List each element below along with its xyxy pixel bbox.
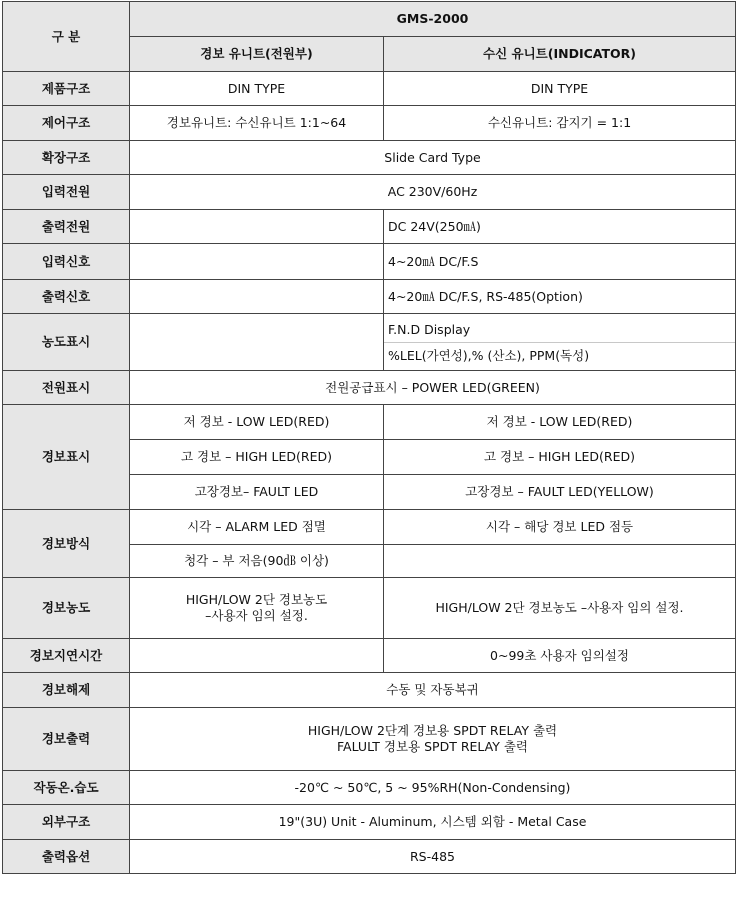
row-product-structure bbox=[3, 72, 736, 106]
merged-cell: 전원공급표시 – POWER LED(GREEN) bbox=[130, 371, 736, 405]
row-concentration-display bbox=[3, 314, 736, 371]
row-input-signal bbox=[3, 244, 736, 280]
row-label: 제품구조 bbox=[3, 72, 130, 106]
alarm-cell: 고장경보– FAULT LED bbox=[130, 475, 384, 510]
receiver-cell bbox=[384, 545, 736, 578]
category-header: 구 분 bbox=[3, 2, 130, 72]
row-label: 경보지연시간 bbox=[3, 639, 130, 673]
alarm-cell: 시각 – ALARM LED 점멸 bbox=[130, 510, 384, 545]
row-label: 출력전원 bbox=[3, 210, 130, 244]
receiver-unit-header: 수신 유니트(INDICATOR) bbox=[384, 37, 736, 72]
row-alarm-display-low bbox=[3, 405, 736, 440]
receiver-cell: 고 경보 – HIGH LED(RED) bbox=[384, 440, 736, 475]
row-output-power bbox=[3, 210, 736, 244]
alarm-output-line-1: HIGH/LOW 2단계 경보용 SPDT RELAY 출력 bbox=[307, 723, 558, 739]
receiver-cell: 저 경보 - LOW LED(RED) bbox=[384, 405, 736, 440]
row-output-signal bbox=[3, 280, 736, 314]
row-control-structure bbox=[3, 106, 736, 141]
receiver-cell: 4~20㎃ DC/F.S, RS-485(Option) bbox=[384, 280, 736, 314]
alarm-output-line-2: FALULT 경보용 SPDT RELAY 출력 bbox=[336, 739, 528, 754]
alarm-cell bbox=[130, 314, 384, 371]
merged-cell: Slide Card Type bbox=[130, 141, 736, 175]
row-alarm-delay bbox=[3, 639, 736, 673]
receiver-cell: DIN TYPE bbox=[384, 72, 736, 106]
row-label: 경보출력 bbox=[3, 708, 130, 771]
row-alarm-method-visual bbox=[3, 510, 736, 545]
row-alarm-concentration bbox=[3, 578, 736, 639]
row-output-option bbox=[3, 840, 736, 874]
row-operating-conditions bbox=[3, 771, 736, 805]
alarm-cell bbox=[130, 280, 384, 314]
alarm-cell: 저 경보 - LOW LED(RED) bbox=[130, 405, 384, 440]
row-alarm-output bbox=[3, 708, 736, 771]
row-input-power bbox=[3, 175, 736, 210]
row-external-structure bbox=[3, 805, 736, 840]
alarm-cell bbox=[130, 639, 384, 673]
alarm-cell bbox=[130, 210, 384, 244]
alarm-unit-header: 경보 유니트(전원부) bbox=[130, 37, 384, 72]
row-power-display bbox=[3, 371, 736, 405]
merged-cell: -20℃ ~ 50℃, 5 ~ 95%RH(Non-Condensing) bbox=[130, 771, 736, 805]
row-label: 출력신호 bbox=[3, 280, 130, 314]
row-label: 전원표시 bbox=[3, 371, 130, 405]
concentration-line-1: F.N.D Display bbox=[388, 321, 471, 337]
row-label: 확장구조 bbox=[3, 141, 130, 175]
concentration-line-2: %LEL(가연성),% (산소), PPM(독성) bbox=[384, 342, 735, 368]
receiver-cell: 시각 – 해당 경보 LED 점등 bbox=[384, 510, 736, 545]
receiver-cell: 4~20㎃ DC/F.S bbox=[384, 244, 736, 280]
receiver-cell: HIGH/LOW 2단 경보농도 –사용자 임의 설정. bbox=[384, 578, 736, 639]
row-label: 경보방식 bbox=[3, 510, 130, 578]
merged-cell: 수동 및 자동복귀 bbox=[130, 673, 736, 708]
row-label: 입력신호 bbox=[3, 244, 130, 280]
receiver-cell: 수신유니트: 감지기 = 1:1 bbox=[384, 106, 736, 141]
row-label: 작동온.습도 bbox=[3, 771, 130, 805]
alarm-cell bbox=[130, 578, 384, 639]
merged-cell bbox=[130, 708, 736, 771]
spec-table bbox=[2, 1, 736, 874]
row-label: 경보농도 bbox=[3, 578, 130, 639]
row-label: 경보해제 bbox=[3, 673, 130, 708]
alarm-cell: 고 경보 – HIGH LED(RED) bbox=[130, 440, 384, 475]
model-header: GMS-2000 bbox=[130, 2, 736, 37]
alarm-cell: DIN TYPE bbox=[130, 72, 384, 106]
alarm-concentration-line-2: –사용자 임의 설정. bbox=[205, 608, 308, 623]
alarm-cell: 경보유니트: 수신유니트 1:1~64 bbox=[130, 106, 384, 141]
merged-cell: AC 230V/60Hz bbox=[130, 175, 736, 210]
row-label: 외부구조 bbox=[3, 805, 130, 840]
receiver-cell bbox=[384, 314, 736, 371]
receiver-cell: 0~99초 사용자 임의설정 bbox=[384, 639, 736, 673]
alarm-cell bbox=[130, 244, 384, 280]
alarm-cell: 청각 – 부 저음(90㏈ 이상) bbox=[130, 545, 384, 578]
row-label: 농도표시 bbox=[3, 314, 130, 371]
receiver-cell: 고장경보 – FAULT LED(YELLOW) bbox=[384, 475, 736, 510]
row-expansion-structure bbox=[3, 141, 736, 175]
receiver-cell: DC 24V(250㎃) bbox=[384, 210, 736, 244]
row-alarm-release bbox=[3, 673, 736, 708]
merged-cell: 19"(3U) Unit - Aluminum, 시스템 외함 - Metal Case bbox=[130, 805, 736, 840]
row-label: 제어구조 bbox=[3, 106, 130, 141]
row-label: 출력옵션 bbox=[3, 840, 130, 874]
alarm-concentration-line-1: HIGH/LOW 2단 경보농도 bbox=[185, 592, 328, 608]
row-label: 입력전원 bbox=[3, 175, 130, 210]
row-label: 경보표시 bbox=[3, 405, 130, 510]
merged-cell: RS-485 bbox=[130, 840, 736, 874]
